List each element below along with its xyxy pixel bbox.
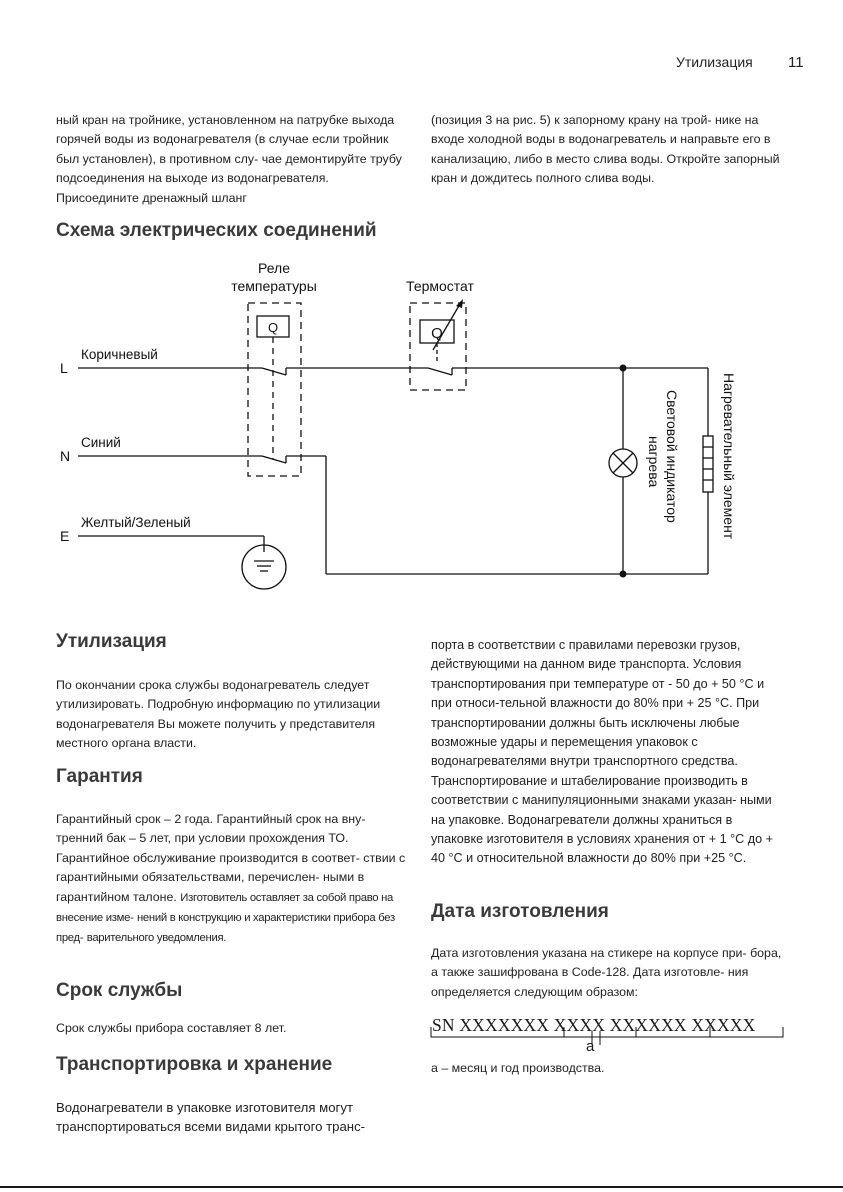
- transport-line: Водонагреватели в упаковке изготовителя могут: [56, 1100, 353, 1115]
- intro-left-line: чае демонтируйте трубу подсоединения на выходе: [56, 151, 402, 186]
- utilization-line: местного органа власти.: [56, 736, 197, 751]
- intro-left-line: если тройник был установлен), в противном слу-: [56, 132, 389, 166]
- warranty-line: нений в конструкцию и характеристики прибора без пред-: [56, 912, 395, 945]
- wire-N-color: Синий: [81, 435, 121, 450]
- transport-line: и при относи-тельной влажности до 80% при + 25 °С.: [431, 676, 765, 711]
- warranty-title: Гарантия: [56, 766, 143, 787]
- intro-left: [56, 111, 402, 208]
- thermostat-q-label: Q: [431, 325, 443, 342]
- transport-line: Транспортирование и штабелирование производить: [431, 773, 738, 788]
- wire-E-color: Желтый/Зеленый: [81, 515, 191, 530]
- transport-line: любые возможные удары и перемещения упаковок: [431, 715, 740, 750]
- utilization-title: Утилизация: [56, 631, 167, 652]
- thermostat-box: [410, 303, 466, 390]
- line-E-label: E: [60, 528, 70, 544]
- relay-label-2: температуры: [231, 278, 317, 294]
- serial-brackets: [430, 1014, 786, 1064]
- wire-L-color: Коричневый: [81, 347, 158, 362]
- indicator-label-2: нагрева: [646, 436, 662, 488]
- manufacture-date-title: Дата изготовления: [431, 901, 609, 922]
- transport-line: порта в соответствии с правилами перевозки грузов,: [431, 638, 741, 652]
- intro-left-line: ный кран на тройнике, установленном на патрубке: [56, 113, 349, 127]
- transport-line: транспортирования при температуре от - 50 до + 50 °С: [431, 676, 754, 691]
- intro-left-line: из водонагревателя. Присоедините дренажный шланг: [56, 171, 329, 205]
- relay-label-1: Реле: [258, 260, 290, 276]
- transport-line: транспортироваться всеми видами крытого транс-: [56, 1119, 366, 1135]
- manufacture-date-line: Дата изготовления указана на стикере на корпусе при-: [431, 946, 747, 960]
- intro-right-line: воды. Откройте запорный кран и дождитесь полного: [431, 151, 780, 186]
- warranty-line: Гарантийное обслуживание производится в соответ-: [56, 850, 360, 865]
- page-number: 11: [788, 54, 804, 71]
- transport-line: 1 °С до + 40 °С и относительной влажности до 80%: [431, 832, 773, 866]
- bottom-rule: [0, 1186, 843, 1188]
- heating-element: [703, 436, 713, 492]
- warranty-line: варительного уведомления.: [86, 932, 227, 945]
- utilization-line: утилизировать. Подробную информацию по утилизации: [56, 697, 381, 712]
- service-life-text: Срок службы прибора составляет 8 лет.: [56, 1021, 287, 1035]
- line-L-label: L: [60, 360, 68, 376]
- warranty-line: Изготовитель оставляет за собой право на внесение изме-: [56, 891, 394, 925]
- manufacture-date-line: бора, а также зашифрована в Code-128. Дата изготовле-: [431, 946, 782, 980]
- warranty-text: [56, 810, 408, 949]
- intro-right: [431, 111, 783, 189]
- transport-title: Транспортировка и хранение: [56, 1054, 333, 1075]
- warranty-line: тренний бак – 5 лет, при условии прохождения ТО.: [56, 831, 349, 846]
- transport-line: ными на упаковке. Водонагреватели должны храниться: [431, 793, 772, 827]
- serial-number-format: SN XXXXXXX XXXX XXXXXX XXXXX: [432, 1015, 756, 1035]
- intro-left-line: выхода горячей воды из водонагревателя (в случае: [56, 113, 395, 147]
- relay-switch-L: [262, 368, 286, 375]
- warranty-line: ными в гарантийном талоне.: [56, 870, 365, 904]
- diagram-title: Схема электрических соединений: [56, 220, 377, 241]
- transport-text: [56, 1098, 408, 1137]
- intro-right-line: (позиция 3 на рис. 5) к запорному крану на трой-: [431, 113, 712, 127]
- line-N-label: N: [60, 448, 71, 464]
- transport-continued: [431, 636, 785, 869]
- running-header-section: Утилизация: [676, 54, 753, 70]
- wiring-diagram: [0, 240, 843, 600]
- utilization-text: [56, 676, 408, 754]
- transport-line: При транспортировании должны быть исключены: [431, 696, 760, 730]
- thermostat-switch: [428, 368, 452, 375]
- transport-line: в упаковке изготовителя в условиях хранения от +: [431, 812, 733, 847]
- warranty-line: ствии с гарантийными обязательствами, перечислен-: [56, 850, 406, 885]
- intro-right-line: слива воды.: [584, 171, 655, 186]
- heater-label: Нагревательный элемент: [721, 373, 737, 540]
- utilization-line: По окончании срока службы водонагреватель следует: [56, 678, 370, 692]
- transport-line: действующими на данном виде транспорта. Условия: [431, 657, 742, 672]
- transport-line: в соответствии с манипуляционными знаками указан-: [431, 773, 748, 808]
- relay-q-label: Q: [267, 320, 279, 335]
- manufacture-date-text: [431, 944, 785, 1002]
- warranty-line: Гарантийный срок – 2 года. Гарантийный срок на вну-: [56, 812, 366, 826]
- intro-right-line: и направьте его в канализацию, либо в место слива: [431, 132, 771, 166]
- manufacture-date-line: ния определяется следующим образом:: [431, 965, 749, 999]
- serial-note: а – месяц и год производства.: [431, 1061, 605, 1075]
- intro-right-line: нике на входе холодной воды в водонагреватель: [431, 113, 759, 147]
- thermostat-label: Термостат: [406, 278, 474, 294]
- transport-line: при +25 °С.: [679, 851, 747, 866]
- utilization-line: водонагревателя Вы можете получить у представителя: [56, 716, 376, 731]
- service-life-title: Срок службы: [56, 980, 183, 1001]
- transport-line: с водонагревателями внутри транспортного средства.: [431, 735, 738, 769]
- indicator-label-1: Световой индикатор: [664, 390, 680, 523]
- serial-marker-a: a: [586, 1038, 595, 1055]
